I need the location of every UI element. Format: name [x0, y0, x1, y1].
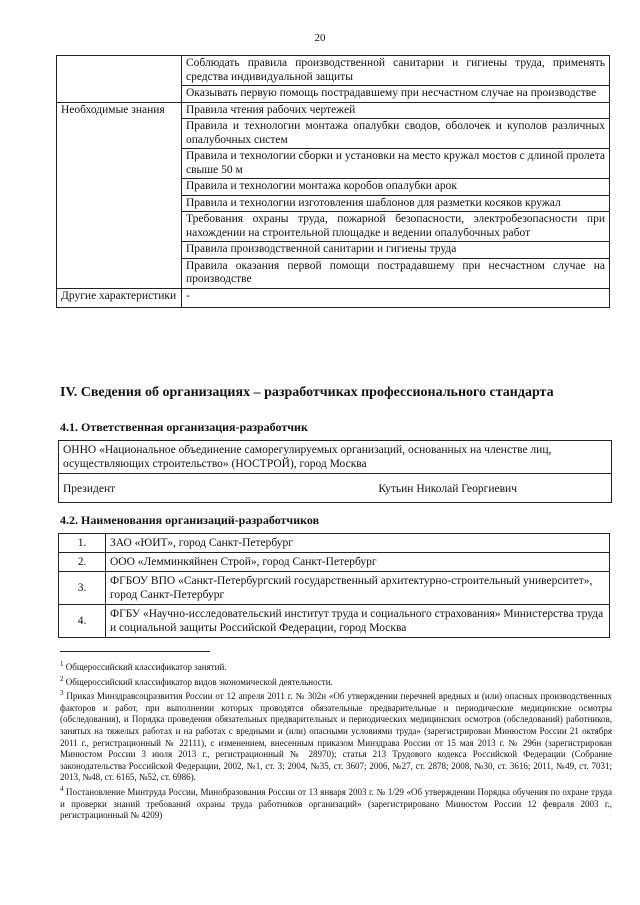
section-title: IV. Сведения об организациях – разработчиках профессионального стандарта — [60, 385, 554, 400]
footnote-mark: 4 — [60, 784, 64, 793]
table-row — [59, 534, 610, 553]
table-cell: Правила оказания первой помощи пострадавшему при несчастном случае на производстве — [182, 258, 610, 288]
table-cell: Правила и технологии монтажа коробов опалубки арок — [182, 179, 610, 196]
table-row — [59, 572, 610, 605]
footnote — [60, 688, 612, 784]
table-row — [59, 553, 610, 572]
org-cell: ЗАО «ЮИТ», город Санкт-Петербург — [106, 534, 610, 553]
footnote-mark: 1 — [60, 660, 64, 668]
table-cell: Правила производственной санитарии и гигиены труда — [182, 242, 610, 259]
footnote-text: Приказ Минздравсоцразвития России от 12 апреля 2011 г. № 302н «Об утверждении перечней вредных и (или) опасных производственных факторов и работ, при выполнении которых проводятся обязательные предварительные и периодические медицинские осмотры (обследования), и Порядка проведения обязательных предварительных и периодических медицинских осмотров (обследований) работников, занятых на тяжелых работах и на работах с вредными и (или) опасными условиями труда» (зарегистрирован Минюстом России 21 октября 2011 г., регистрационный № 22111), с изменением, внесенным приказом Минздрава России от 15 мая 2013 г. № 296н (зарегистрирован Минюстом России 3 июля 2013 г., регистрационный № 28970); статья 213 Трудового кодекса Российской Федерации (Собрание законодательства Российской Федерации, 2002, №1, ст. 3; 2004, №35, ст. 3607; 2006, №27, ст. 2878; 2008, №30, ст. 3616; 2011, №49, ст. 7031; 2013, №48, ст. 6165, №52, ст. 6986). — [60, 691, 612, 783]
org-cell: ФГБОУ ВПО «Санкт-Петербургский государственный архитектурно-строительный университет», город Санкт-Петербург — [106, 572, 610, 605]
signatory-row — [59, 473, 611, 502]
footnote-mark: 2 — [60, 674, 64, 683]
table-row — [57, 288, 610, 308]
table-cell: Правила и технологии изготовления шаблонов для разметки косяков кружал — [182, 195, 610, 212]
table-cell: Соблюдать правила производственной санитарии и гигиены труда, применять средства индивидуальной защиты — [182, 56, 610, 86]
table-cell: Правила и технологии монтажа опалубки сводов, оболочек и куполов различных опалубочных систем — [182, 119, 610, 149]
qualification-table — [56, 55, 610, 308]
subsection-title-developer-orgs: 4.2. Наименования организаций-разработчиков — [60, 513, 320, 527]
table-cell: Правила чтения рабочих чертежей — [182, 102, 610, 119]
table-cell: - — [182, 288, 610, 308]
footnote-mark: 3 — [60, 689, 64, 698]
table-row — [57, 102, 610, 119]
person-name: Кутьин Николай Георгиевич — [378, 483, 517, 495]
row-number: 4. — [59, 605, 106, 638]
row-label-required-knowledge: Необходимые знания — [57, 102, 182, 288]
footnote-text: Общероссийский классификатор занятий. — [65, 662, 227, 672]
org-cell: ФГБУ «Научно-исследовательский институт труда и социального страхования» Министерства труда и социальной защиты Российской Федерации, город Москва — [106, 605, 610, 638]
position-label: Президент — [63, 483, 116, 495]
row-number: 3. — [59, 572, 106, 605]
footnote — [60, 674, 612, 689]
table-row — [57, 56, 610, 86]
subsection-title-responsible-org: 4.1. Ответственная организация-разработчик — [60, 420, 308, 434]
row-number: 1. — [59, 534, 106, 553]
org-cell: ООО «Лемминкяйнен Строй», город Санкт-Петербург — [106, 553, 610, 572]
table-cell: Правила и технологии сборки и установки на место кружал мостов с длиной пролета свыше 50 м — [182, 149, 610, 179]
row-label — [57, 56, 182, 103]
row-label-other-characteristics: Другие характеристики — [57, 288, 182, 308]
table-row — [59, 605, 610, 638]
footnote-divider — [60, 651, 210, 652]
org-name: ОННО «Национальное объединение саморегулируемых организаций, основанных на членстве лиц, осуществляющих строительство» (НОСТРОЙ), город Москва — [63, 444, 552, 470]
table-cell: Оказывать первую помощь пострадавшему при несчастном случае на производстве — [182, 86, 610, 103]
row-number: 2. — [59, 553, 106, 572]
footnote-text: Постановление Минтруда России, Минобразования России от 13 января 2003 г. № 1/29 «Об утверждении Порядка обучения по охране труда и проверки знаний требований охраны труда работников организаций» (зарегистрировано Минюстом России 12 февраля 2003 г., регистрационный № 4209) — [60, 786, 612, 821]
footnote — [60, 659, 612, 674]
table-cell: Требования охраны труда, пожарной безопасности, электробезопасности при нахождении на строительной площадке и ведении опалубочных работ — [182, 212, 610, 242]
responsible-org-box — [58, 440, 612, 503]
footnote — [60, 784, 612, 822]
developer-orgs-table — [58, 533, 610, 638]
footnote-text: Общероссийский классификатор видов экономической деятельности. — [65, 676, 333, 687]
footnotes — [60, 659, 612, 822]
page-number: 20 — [314, 32, 326, 44]
